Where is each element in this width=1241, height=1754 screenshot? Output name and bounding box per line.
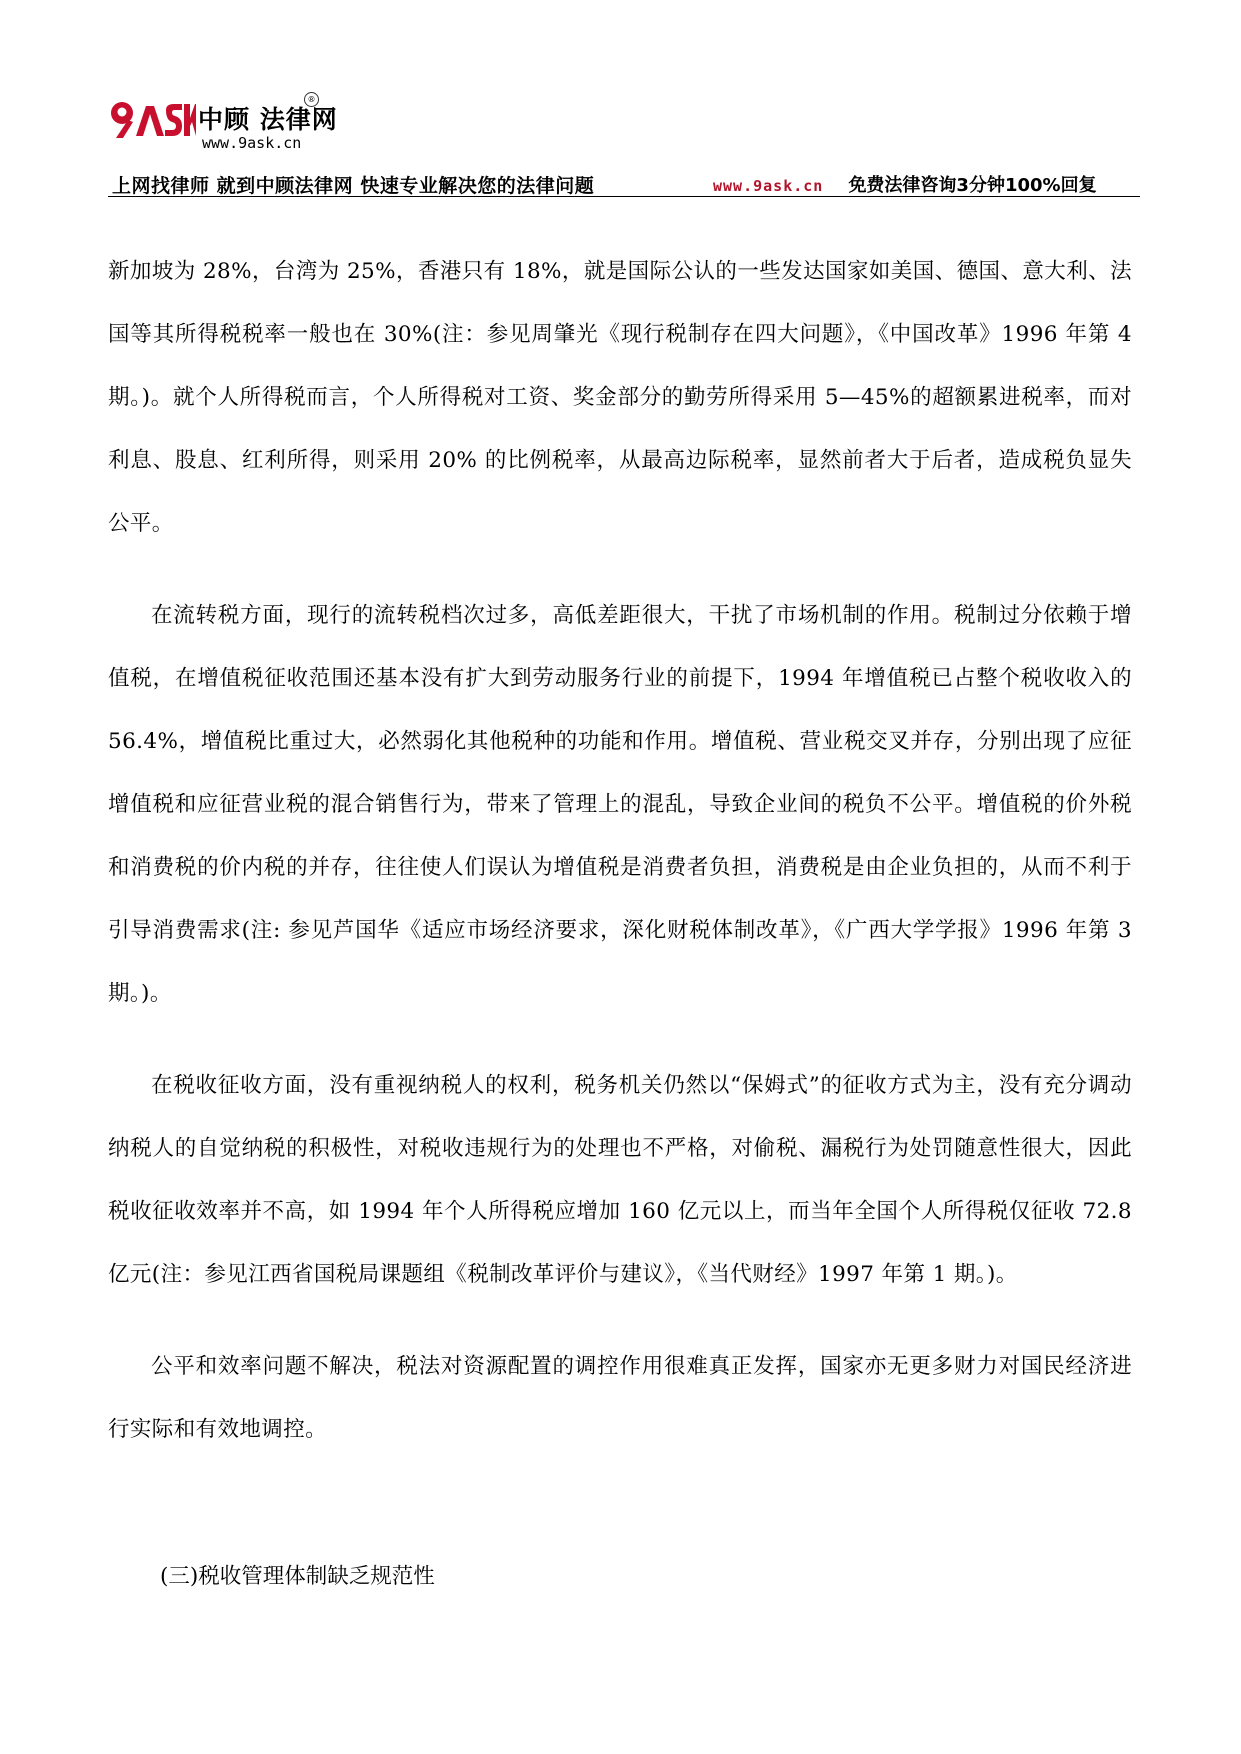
header-slogan: 上网找律师 就到中顾法律网 快速专业解决您的法律问题	[112, 175, 595, 197]
section-heading: (三)税收管理体制缺乏规范性	[160, 1564, 435, 1589]
paragraph-1: 新加坡为 28%，台湾为 25%，香港只有 18%，就是国际公认的一些发达国家如美国、德国、意大利、法国等其所得税税率一般也在 30%(注：参见周肇光《现行税制存在四大问题》，《中国改革》1996 年第 4 期。)。就个人所得税而言，个人所得税对工资、奖金部分的勤劳所得采用 5—45%的超额累进税率，而对利息、股息、红利所得，则采用 20% 的比例税率，从最高边际税率，显然前者大于后者，造成税负显失公平。	[108, 259, 1132, 536]
9ask-logo-icon	[108, 96, 196, 142]
paragraph-2: 在流转税方面，现行的流转税档次过多，高低差距很大，干扰了市场机制的作用。税制过分依赖于增值税，在增值税征收范围还基本没有扩大到劳动服务行业的前提下，1994 年增值税已占整个税收收入的 56.4%，增值税比重过大，必然弱化其他税种的功能和作用。增值税、营业税交叉并存，分别出现了应征增值税和应征营业税的混合销售行为，带来了管理上的混乱，导致企业间的税负不公平。增值税的价外税和消费税的价内税的并存，往往使人们误认为增值税是消费者负担，消费税是由企业负担的，从而不利于引导消费需求(注: 参见芦国华《适应市场经济要求，深化财税体制改革》，《广西大学学报》1996 年第 3 期。)。	[108, 603, 1132, 1006]
header-contact	[713, 171, 1097, 195]
logo-url: www.9ask.cn	[202, 134, 302, 152]
header-divider	[108, 196, 1140, 197]
paragraph-4: 公平和效率问题不解决，税法对资源配置的调控作用很难真正发挥，国家亦无更多财力对国民经济进行实际和有效地调控。	[108, 1354, 1132, 1442]
page-header	[108, 92, 1140, 200]
registered-mark-icon: ®	[304, 92, 319, 107]
consult-promo: 免费法律咨询3分钟100%回复	[848, 175, 1097, 196]
site-logo[interactable]	[108, 92, 348, 162]
paragraph-3: 在税收征收方面，没有重视纳税人的权利，税务机关仍然以“保姆式”的征收方式为主，没有充分调动纳税人的自觉纳税的积极性，对税收违规行为的处理也不严格，对偷税、漏税行为处罚随意性很大，因此税收征收效率并不高，如 1994 年个人所得税应增加 160 亿元以上，而当年全国个人所得税仅征收 72.8 亿元(注：参见江西省国税局课题组《税制改革评价与建议》，《当代财经》1997 年第 1 期。)。	[108, 1073, 1132, 1287]
site-url-link[interactable]: www.9ask.cn	[713, 177, 824, 195]
document-body	[108, 240, 1132, 1461]
logo-brand-name: 中顾 法律网	[198, 105, 338, 134]
